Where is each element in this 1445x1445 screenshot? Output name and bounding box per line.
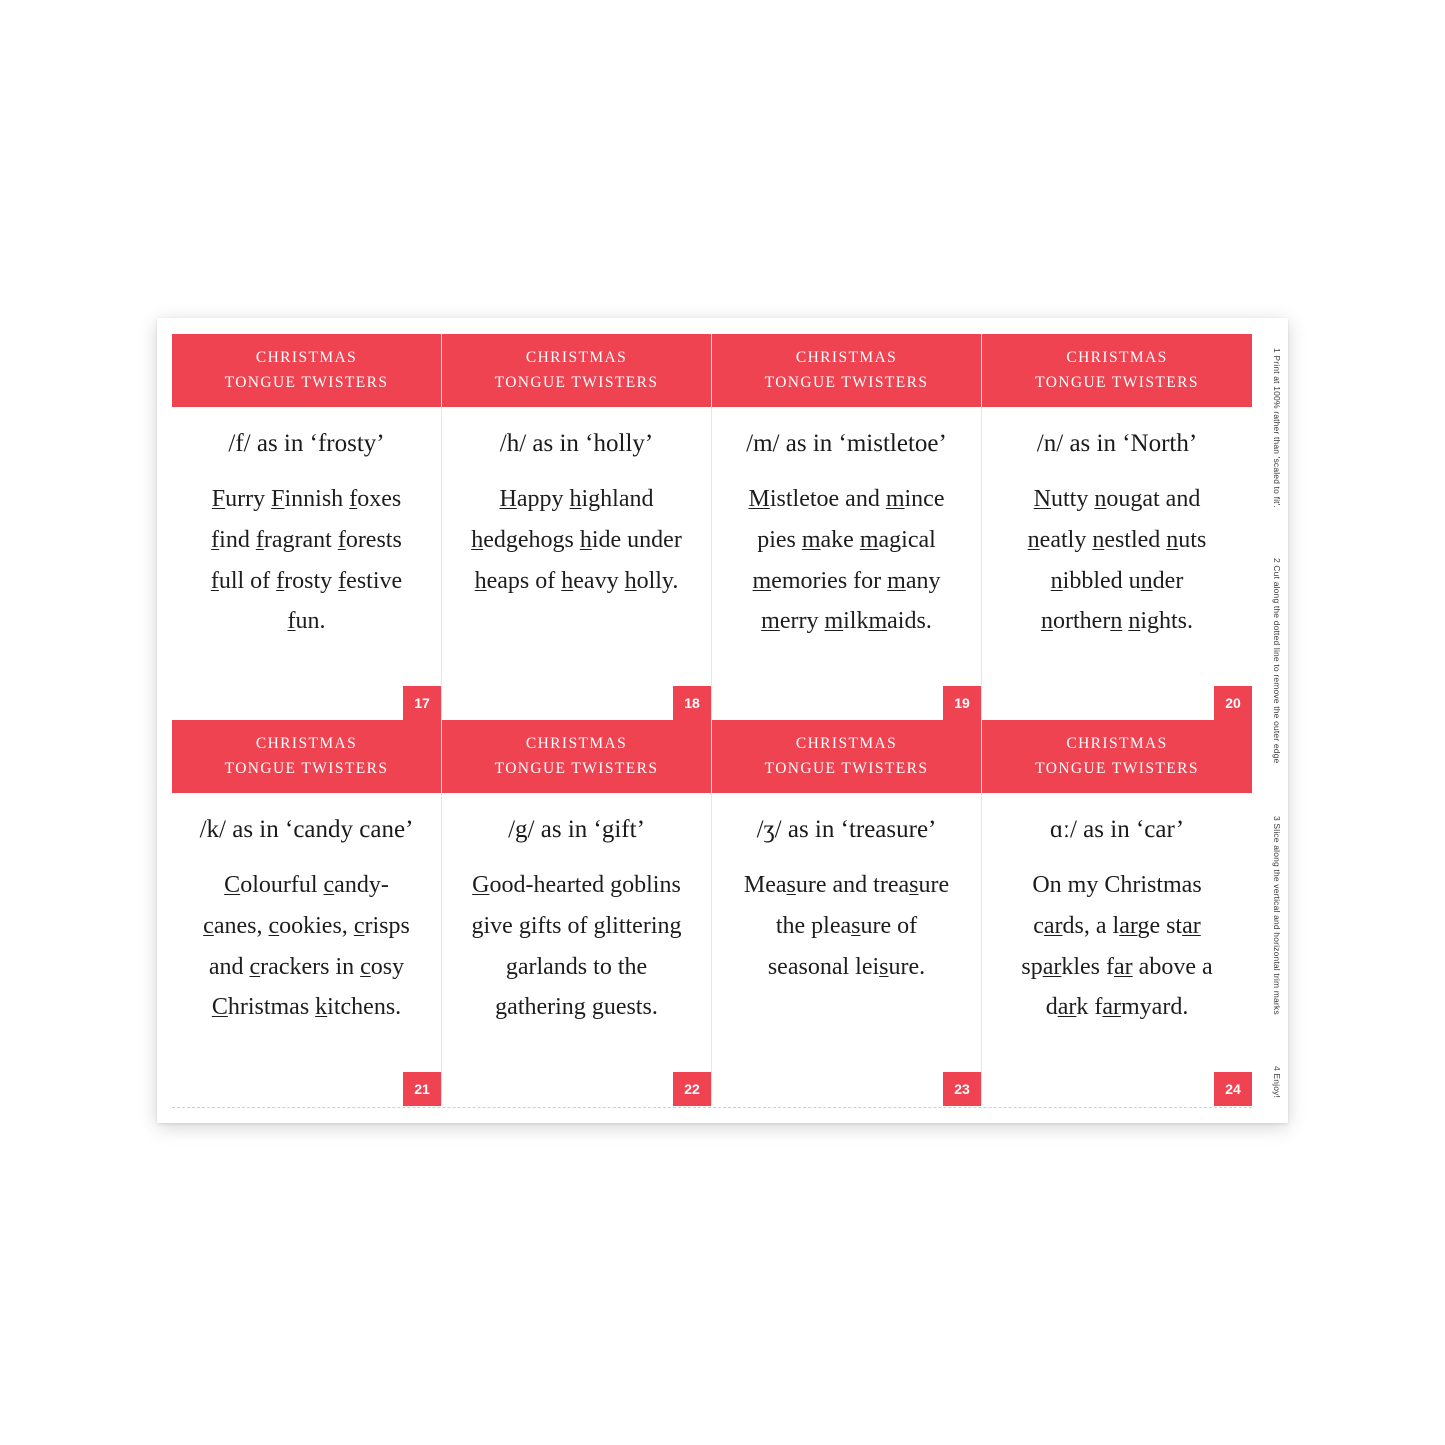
card-header bbox=[442, 720, 711, 793]
instruction-step-3: 3 Slice along the vertical and horizontal trim marks bbox=[1272, 816, 1282, 1015]
card-number: 20 bbox=[1214, 686, 1252, 720]
printable-sheet bbox=[157, 318, 1288, 1123]
card-number: 24 bbox=[1214, 1072, 1252, 1106]
card-number: 21 bbox=[403, 1072, 441, 1106]
card-header bbox=[712, 334, 981, 407]
card-header-line1: CHRISTMAS bbox=[525, 735, 628, 753]
card-header-line2: TONGUE TWISTERS bbox=[1035, 759, 1199, 777]
card[interactable] bbox=[712, 720, 982, 1106]
card-phoneme: /h/ as in ‘holly’ bbox=[499, 430, 654, 457]
card-body bbox=[172, 407, 441, 642]
instruction-step-4: 4 Enjoy! bbox=[1272, 1066, 1282, 1099]
card-header-line1: CHRISTMAS bbox=[255, 735, 358, 753]
card-body bbox=[442, 793, 711, 1028]
card-header bbox=[442, 334, 711, 407]
card-header-line2: TONGUE TWISTERS bbox=[764, 373, 929, 391]
card-header-line1: CHRISTMAS bbox=[1066, 735, 1168, 753]
card-phoneme: /ʒ/ as in ‘treasure’ bbox=[756, 816, 937, 843]
card[interactable] bbox=[712, 334, 982, 720]
card-header-line1: CHRISTMAS bbox=[795, 349, 898, 367]
cards-grid bbox=[172, 334, 1252, 1106]
card-number: 19 bbox=[943, 686, 981, 720]
card-twister: Furry Finnish foxes find fragrant forests full of frosty festive fun. bbox=[210, 486, 403, 635]
card-body bbox=[982, 793, 1252, 1028]
card-header-line2: TONGUE TWISTERS bbox=[224, 373, 389, 391]
card[interactable] bbox=[442, 334, 712, 720]
card-body bbox=[442, 407, 711, 601]
cards-area bbox=[172, 334, 1252, 1106]
card-phoneme: /n/ as in ‘North’ bbox=[1036, 430, 1198, 457]
card-twister: Nutty nougat and neatly nestled nuts nibbled under northern nights. bbox=[1027, 486, 1207, 635]
card-header-line1: CHRISTMAS bbox=[525, 349, 628, 367]
card-twister: Happy highland hedgehogs hide under heaps of heavy holly. bbox=[471, 486, 682, 594]
card-header-line1: CHRISTMAS bbox=[255, 349, 358, 367]
card-twister: Good-hearted goblins give gifts of glittering garlands to the gathering guests. bbox=[471, 872, 682, 1021]
card[interactable] bbox=[982, 334, 1252, 720]
instruction-step-2: 2 Cut along the dotted line to remove the outer edge bbox=[1272, 558, 1282, 764]
trim-dashed-line bbox=[172, 1107, 1252, 1108]
card-body bbox=[712, 407, 981, 642]
card-number: 23 bbox=[943, 1072, 981, 1106]
card-header-line2: TONGUE TWISTERS bbox=[1035, 373, 1199, 391]
card-header bbox=[172, 334, 441, 407]
side-instructions bbox=[1256, 336, 1282, 1106]
card-number: 18 bbox=[673, 686, 711, 720]
card-header-line2: TONGUE TWISTERS bbox=[494, 373, 659, 391]
card-header-line2: TONGUE TWISTERS bbox=[494, 759, 659, 777]
card-phoneme: /f/ as in ‘frosty’ bbox=[228, 430, 385, 457]
card-body bbox=[712, 793, 981, 987]
card-header-line1: CHRISTMAS bbox=[795, 735, 898, 753]
card-phoneme: /m/ as in ‘mistletoe’ bbox=[746, 430, 947, 457]
card-phoneme: ɑː/ as in ‘car’ bbox=[1049, 816, 1185, 843]
card-twister: Mistletoe and mince pies make magical memories for many merry milkmaids. bbox=[748, 486, 945, 635]
card-body bbox=[172, 793, 441, 1028]
card[interactable] bbox=[172, 334, 442, 720]
card-header-line2: TONGUE TWISTERS bbox=[224, 759, 389, 777]
instruction-step-1: 1 Print at 100% rather than 'scaled to fit'. bbox=[1272, 348, 1282, 509]
card-header bbox=[172, 720, 441, 793]
card[interactable] bbox=[172, 720, 442, 1106]
card-phoneme: /g/ as in ‘gift’ bbox=[508, 816, 645, 843]
card-header bbox=[712, 720, 981, 793]
card-header-line2: TONGUE TWISTERS bbox=[764, 759, 929, 777]
card-number: 22 bbox=[673, 1072, 711, 1106]
card-twister: Measure and treasure the pleasure of seasonal leisure. bbox=[743, 872, 950, 980]
card-header-line1: CHRISTMAS bbox=[1066, 349, 1168, 367]
card-twister: On my Christmas cards, a large star sparkles far above a dark farmyard. bbox=[1021, 872, 1213, 1021]
card-body bbox=[982, 407, 1252, 642]
card[interactable] bbox=[442, 720, 712, 1106]
card-phoneme: /k/ as in ‘candy cane’ bbox=[199, 816, 414, 843]
card-header bbox=[982, 720, 1252, 793]
card-number: 17 bbox=[403, 686, 441, 720]
card-twister: Colourful candy-canes, cookies, crisps and crackers in cosy Christmas kitchens. bbox=[203, 872, 410, 1021]
card-header bbox=[982, 334, 1252, 407]
card[interactable] bbox=[982, 720, 1252, 1106]
